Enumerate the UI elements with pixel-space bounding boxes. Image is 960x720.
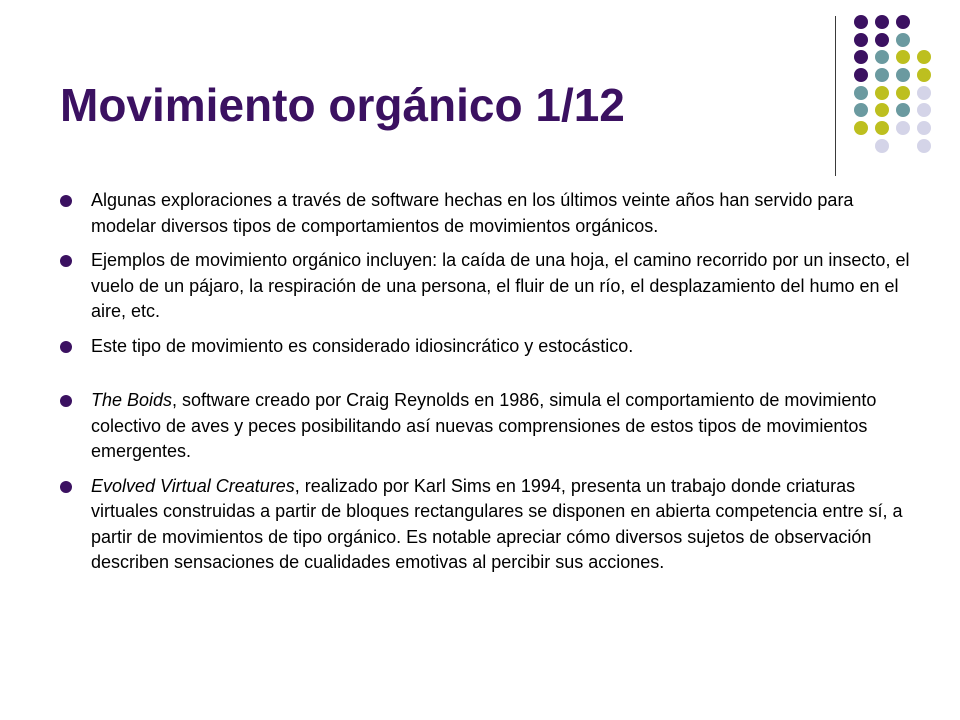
bullet-list xyxy=(60,188,910,585)
bullet-item xyxy=(60,334,910,360)
decorative-dot xyxy=(854,103,868,117)
bullet-dot-icon xyxy=(60,341,72,353)
decorative-dot xyxy=(875,103,889,117)
bullet-item xyxy=(60,188,910,239)
decorative-dot xyxy=(917,50,931,64)
bullet-text: , software creado por Craig Reynolds en 1986, simula el comportamiento de movimiento colectivo de aves y peces posibilitando así nuevas comprensiones de estos tipos de movimientos emergentes. xyxy=(91,390,877,461)
decorative-dot xyxy=(917,68,931,82)
work-title: The Boids xyxy=(91,390,173,410)
decorative-dot xyxy=(875,86,889,100)
decorative-dot xyxy=(875,33,889,47)
slide-title: Movimiento orgánico 1/12 xyxy=(60,79,625,131)
bullet-text: Ejemplos de movimiento orgánico incluyen: la caída de una hoja, el camino recorrido por un insecto, el vuelo de un pájaro, la respiración de una persona, el fluir de un río, el desplazamiento del humo en el aire, etc. xyxy=(91,250,910,321)
decorative-dot xyxy=(917,121,931,135)
bullet-dot-icon xyxy=(60,255,72,267)
bullet-dot-icon xyxy=(60,195,72,207)
decorative-dot xyxy=(896,68,910,82)
decorative-dot xyxy=(854,33,868,47)
decorative-dot xyxy=(854,121,868,135)
decorative-dot xyxy=(896,86,910,100)
bullet-item xyxy=(60,248,910,325)
decorative-dot xyxy=(896,103,910,117)
decorative-dot xyxy=(896,121,910,135)
bullet-dot-icon xyxy=(60,481,72,493)
decorative-dot xyxy=(917,103,931,117)
bullet-item xyxy=(60,388,910,465)
decorative-dot xyxy=(875,50,889,64)
bullet-text: Este tipo de movimiento es considerado idiosincrático y estocástico. xyxy=(91,335,634,356)
bullet-dot-icon xyxy=(60,395,72,407)
work-title: Evolved Virtual Creatures xyxy=(91,475,295,496)
decorative-dot xyxy=(854,86,868,100)
bullet-item xyxy=(60,474,910,576)
decorative-dot xyxy=(875,139,889,153)
decorative-dot xyxy=(854,68,868,82)
decorative-dot xyxy=(875,68,889,82)
decorative-dot xyxy=(917,86,931,100)
bullet-text: Algunas exploraciones a través de software hechas en los últimos veinte años han servido para modelar diversos tipos de comportamientos de movimientos orgánicos. xyxy=(91,190,854,236)
decorative-dot xyxy=(896,33,910,47)
decorative-dot xyxy=(896,50,910,64)
decorative-dot xyxy=(896,15,910,29)
decorative-dot xyxy=(854,15,868,29)
vertical-divider xyxy=(835,16,836,176)
decorative-dot xyxy=(875,121,889,135)
decorative-dot xyxy=(875,15,889,29)
decorative-dot xyxy=(854,50,868,64)
decorative-dot xyxy=(917,139,931,153)
bullet-text: , realizado por Karl Sims en 1994, presenta un trabajo donde criaturas virtuales construidas a partir de bloques rectangulares se disponen en abierta competencia entre sí, a partir de movimientos de tipo orgánico. Es notable apreciar cómo diversos sujetos de observación describen sensaciones de cualidades emotivas al percibir sus acciones. xyxy=(91,475,903,572)
